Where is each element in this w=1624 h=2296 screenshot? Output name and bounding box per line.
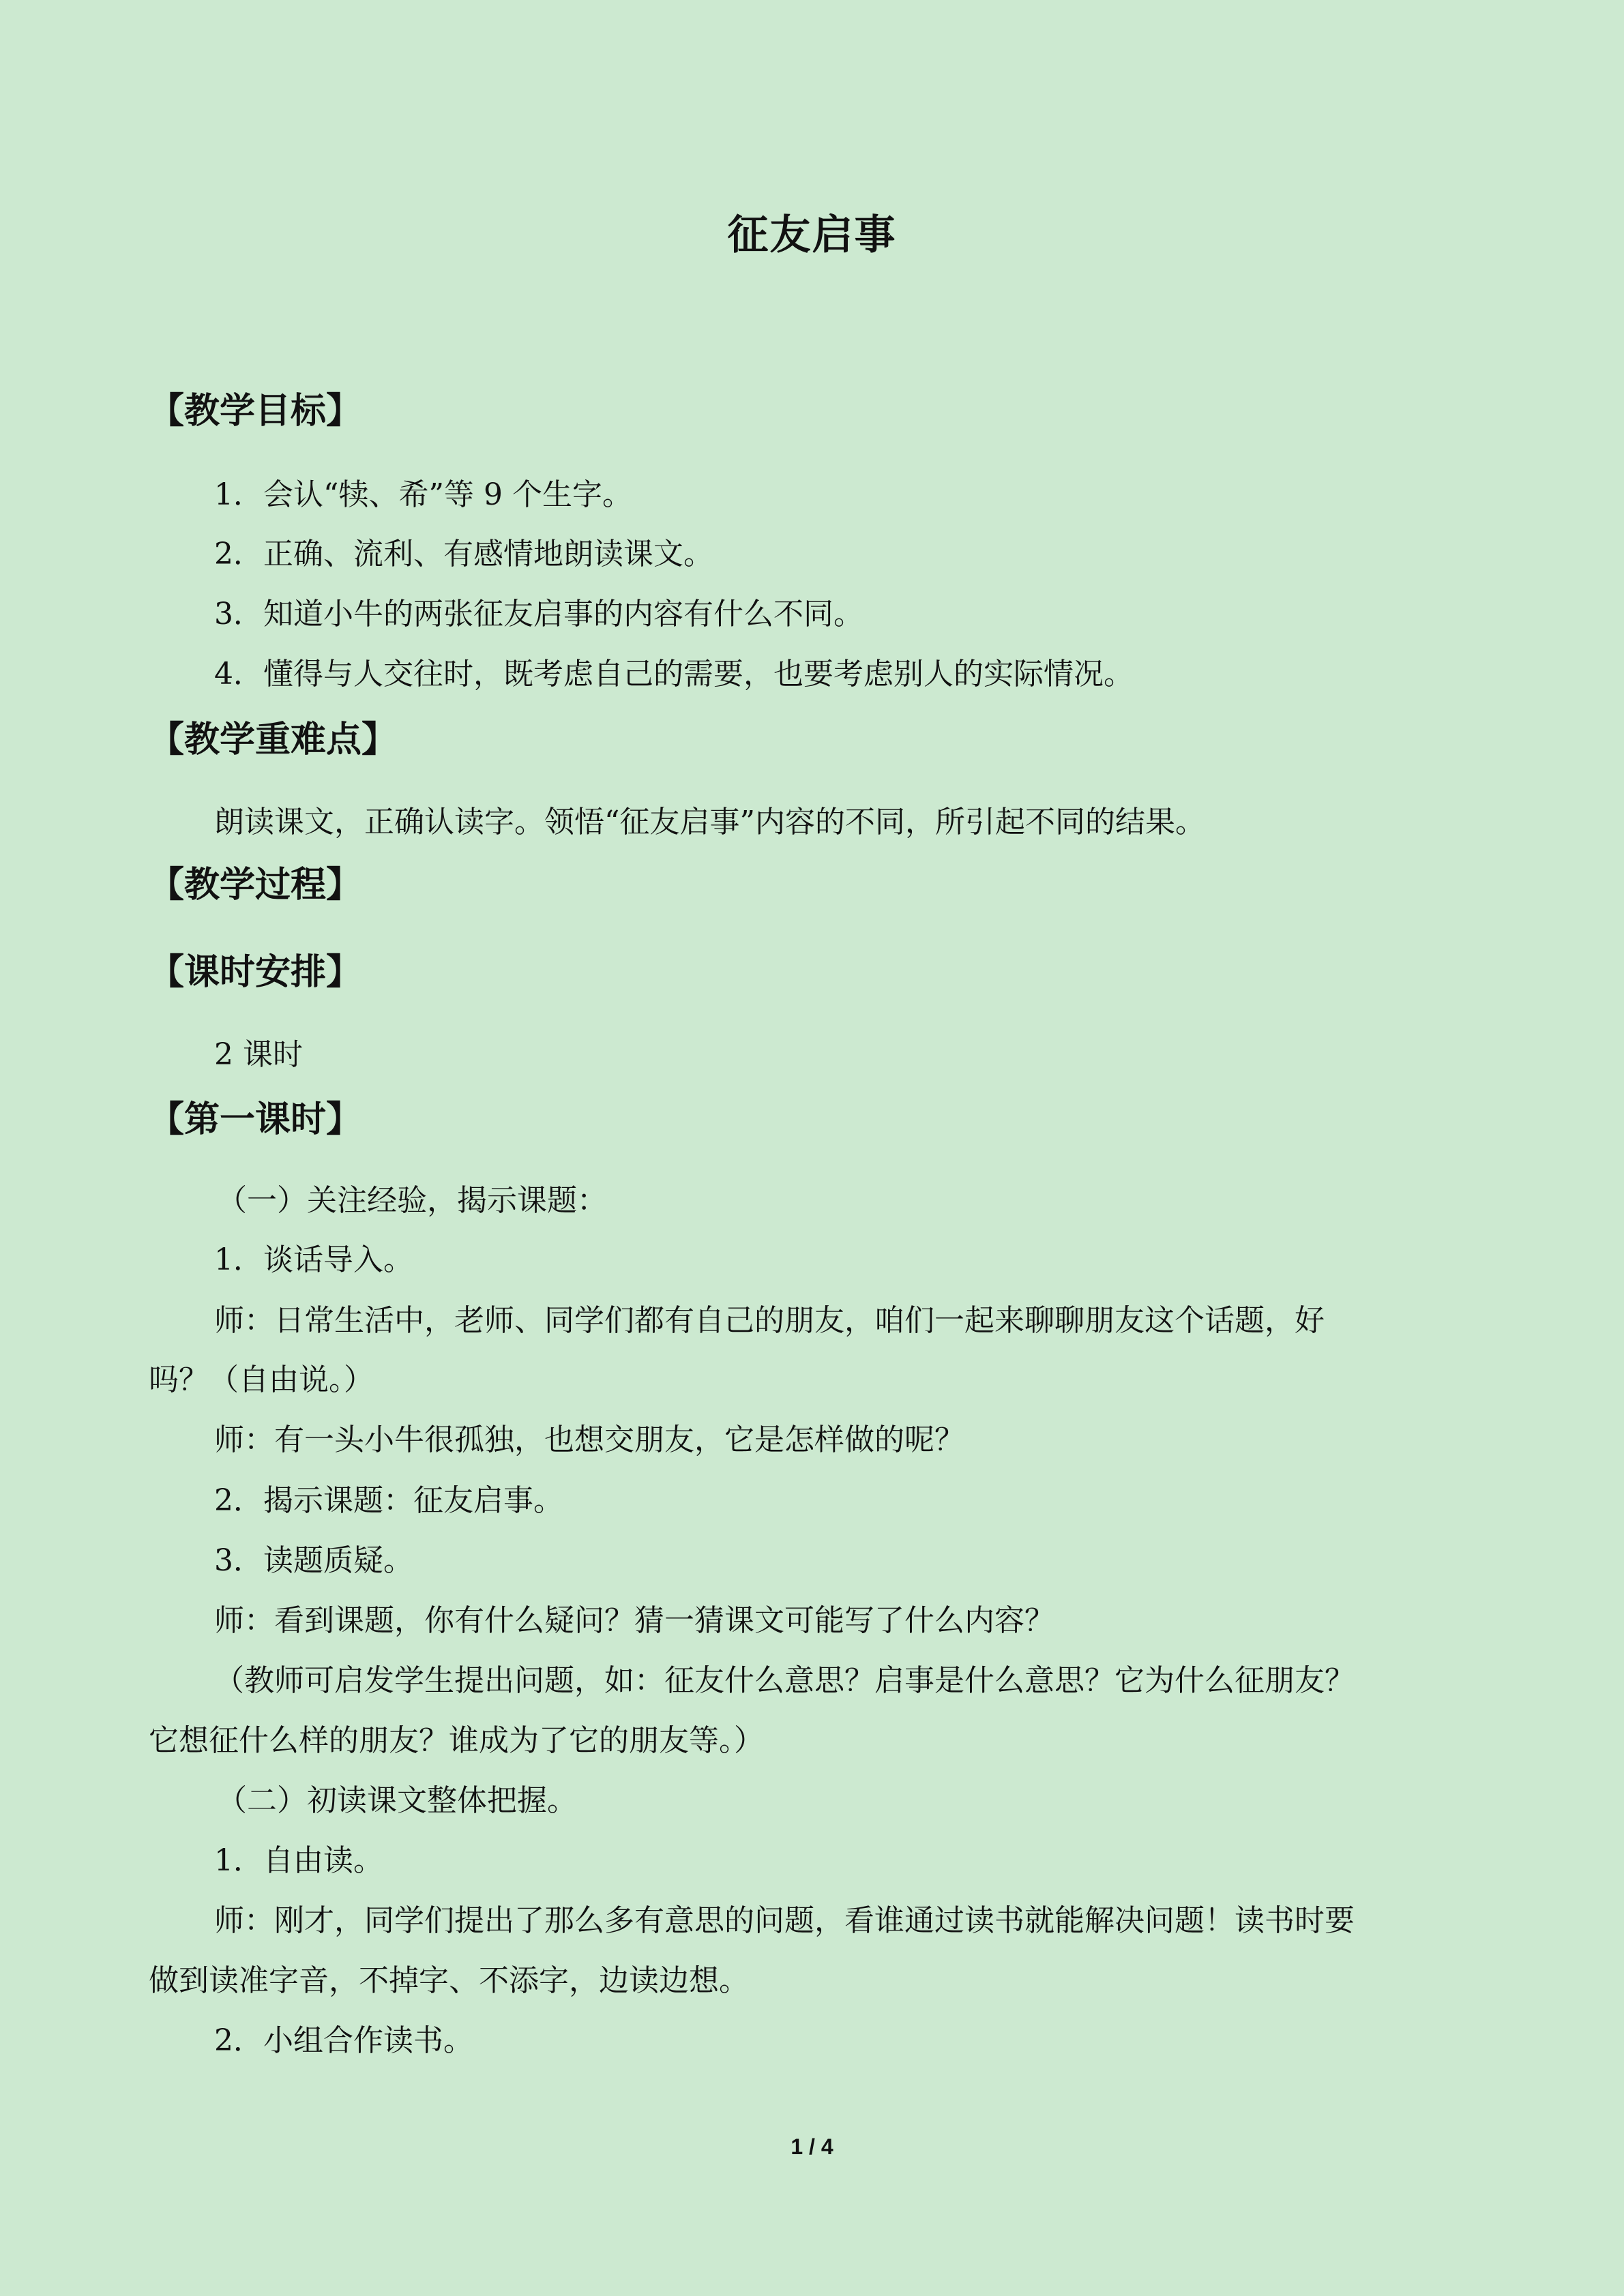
objective-item: 1．会认“犊、希”等 9 个生字。: [214, 477, 632, 512]
lesson-line: （一）关注经验，揭示课题：: [217, 1183, 607, 1218]
lesson-line: 师：刚才，同学们提出了那么多有意思的问题，看谁通过读书就能解决问题！读书时要: [214, 1903, 1355, 1938]
lesson-line: 3．读题质疑。: [214, 1543, 413, 1578]
schedule-text: 2 课时: [214, 1037, 303, 1072]
lesson-line: 师：有一头小牛很孤独，也想交朋友，它是怎样做的呢？: [214, 1422, 964, 1457]
lesson-line: （教师可启发学生提出问题，如：征友什么意思？启事是什么意思？它为什么征朋友？: [214, 1663, 1355, 1698]
lesson-line: 师：看到课题，你有什么疑问？猜一猜课文可能写了什么内容？: [214, 1603, 1054, 1638]
objective-item: 3．知道小牛的两张征友启事的内容有什么不同。: [214, 597, 863, 631]
lesson-line: 吗？（自由说。）: [149, 1362, 374, 1397]
key-points-text: 朗读课文，正确认读字。领悟“征友启事”内容的不同，所引起不同的结果。: [214, 805, 1205, 839]
objectives-heading: 【教学目标】: [149, 390, 362, 432]
objective-item: 2．正确、流利、有感情地朗读课文。: [214, 537, 713, 571]
lesson-line: 1．谈话导入。: [214, 1242, 413, 1277]
process-heading: 【教学过程】: [149, 864, 362, 906]
schedule-heading: 【课时安排】: [149, 951, 362, 993]
page-number: 1 / 4: [791, 2134, 833, 2159]
lesson-line: 2．揭示课题：征友启事。: [214, 1483, 563, 1518]
key-points-heading: 【教学重难点】: [149, 719, 398, 760]
lesson-line: 师：日常生活中，老师、同学们都有自己的朋友，咱们一起来聊聊朋友这个话题，好: [214, 1303, 1325, 1338]
lesson-line: 做到读准字音，不掉字、不添字，边读边想。: [149, 1963, 749, 1998]
first-lesson-heading: 【第一课时】: [149, 1099, 362, 1140]
lesson-line: 2．小组合作读书。: [214, 2023, 473, 2058]
document-title: 征友启事: [727, 211, 897, 259]
lesson-line: （二）初读课文整体把握。: [217, 1783, 577, 1818]
objective-item: 4．懂得与人交往时，既考虑自己的需要，也要考虑别人的实际情况。: [214, 657, 1134, 691]
lesson-line: 1．自由读。: [214, 1843, 383, 1878]
lesson-line: 它想征什么样的朋友？谁成为了它的朋友等。）: [149, 1723, 764, 1758]
